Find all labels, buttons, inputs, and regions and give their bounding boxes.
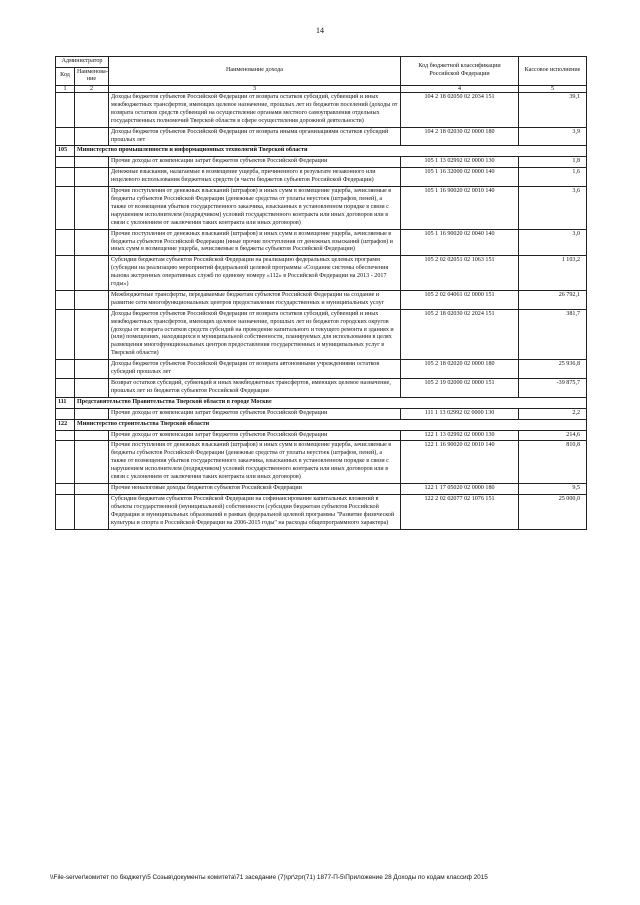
cash-cell: 3,9 [519, 127, 587, 146]
table-row [56, 309, 587, 359]
table-row [56, 187, 587, 230]
admin-name-cell [75, 187, 109, 230]
kbk-cell: 105 2 19 02000 02 0000 151 [401, 379, 519, 398]
kbk-cell: 105 2 02 02051 02 1063 151 [401, 256, 519, 291]
admin-name-cell [75, 441, 109, 484]
income-name-cell: Прочие поступления от денежных взысканий (штрафов) и иных сумм в возмещение ущерба, зачисляемые в бюджеты субъектов Российской Федерации (иные прочие поступления от денежных взысканий (штрафов) и иных сумм в возмещение ущерба, зачисляемые в бюджеты субъектов Российской Федерации) [109, 229, 401, 256]
table-row [56, 157, 587, 168]
col-number: 1 [56, 85, 75, 93]
kbk-cell: 122 1 17 05020 02 0000 180 [401, 483, 519, 494]
income-name-cell: Субсидии бюджетам субъектов Российской Федерации на реализацию федеральных целевых программ (субсидии на реализацию мероприятий федеральной целевой программы «Создание системы обеспечения вызова экстренных оперативных служб по единому номеру «112» в Российской Федерации на 2013 - 2017 годы») [109, 256, 401, 291]
admin-name-cell [75, 168, 109, 187]
admin-name-cell [75, 290, 109, 309]
kbk-cell: 105 2 02 04061 02 0000 151 [401, 290, 519, 309]
section-title: Министерство строительства Тверской области [75, 419, 587, 430]
admin-name-cell [75, 379, 109, 398]
income-name-cell: Доходы бюджетов субъектов Российской Федерации от возврата иными организациями остатков субсидий прошлых лет [109, 127, 401, 146]
income-name-cell: Денежные взыскания, налагаемые в возмещение ущерба, причиненного в результате незаконного или нецелевого использования бюджетных средств (в части бюджетов субъектов Российской Федерации) [109, 168, 401, 187]
cash-header: Кассовое исполнение [519, 57, 587, 86]
table-row [56, 360, 587, 379]
income-table [55, 56, 587, 530]
income-name-cell: Прочие доходы от компенсации затрат бюджетов субъектов Российской Федерации [109, 157, 401, 168]
admin-name-cell [75, 93, 109, 128]
code-cell [56, 157, 75, 168]
section-code: 111 [56, 397, 75, 408]
code-cell [56, 483, 75, 494]
code-cell [56, 168, 75, 187]
cash-cell: 1,8 [519, 157, 587, 168]
cash-cell: -39 875,7 [519, 379, 587, 398]
cash-cell: 381,7 [519, 309, 587, 359]
cash-cell: 3,0 [519, 229, 587, 256]
section-code: 122 [56, 419, 75, 430]
income-name-cell: Доходы бюджетов субъектов Российской Федерации от возврата автономными учреждениями остатков субсидий прошлых лет [109, 360, 401, 379]
admin-name-cell [75, 430, 109, 441]
cash-cell: 2,2 [519, 408, 587, 419]
cash-cell: 25 936,8 [519, 360, 587, 379]
cash-cell: 39,1 [519, 93, 587, 128]
col-number: 5 [519, 85, 587, 93]
section-title: Министерство промышленности и информационных технологий Тверской области [75, 146, 587, 157]
table-body [56, 93, 587, 530]
code-cell [56, 408, 75, 419]
income-name-cell: Прочие доходы от компенсации затрат бюджетов субъектов Российской Федерации [109, 408, 401, 419]
code-cell [56, 290, 75, 309]
code-cell [56, 229, 75, 256]
admin-name-cell [75, 256, 109, 291]
section-row [56, 419, 587, 430]
kbk-cell: 122 1 13 02992 02 0000 130 [401, 430, 519, 441]
kbk-cell: 105 2 18 02020 02 0000 180 [401, 360, 519, 379]
admin-name-cell [75, 494, 109, 529]
admin-name-cell [75, 309, 109, 359]
code-header: Код [56, 67, 75, 85]
col-number: 4 [401, 85, 519, 93]
kbk-cell: 104 2 18 02050 02 2034 151 [401, 93, 519, 128]
income-name-cell: Прочие поступления от денежных взысканий (штрафов) и иных сумм в возмещение ущерба, зачисляемые в бюджеты субъектов Российской Федерации (денежные средства от уплаты неустоек (штрафов, пеней), а также от возмещения убытков государственного заказчика, взысканных в установленном порядке в связи с нарушением исполнителем (подрядчиком) условий государственного контракта или иных договоров или в связи с уклонением от заключения таких контракта или иных договоров) [109, 187, 401, 230]
table-row [56, 441, 587, 484]
table-row [56, 93, 587, 128]
table-row [56, 127, 587, 146]
kbk-header: Код бюджетной классификации Российской Федерации [401, 57, 519, 86]
cash-cell: 25 000,0 [519, 494, 587, 529]
col-number: 3 [109, 85, 401, 93]
code-cell [56, 430, 75, 441]
cash-cell: 26 792,1 [519, 290, 587, 309]
admin-name-header: Наименова-ние [75, 67, 109, 85]
income-name-cell: Доходы бюджетов субъектов Российской Федерации от возврата остатков субсидий, субвенций и иных межбюджетных трансфертов, имеющих целевое назначение, прошлых лет из бюджетов городских округов (доходы от возврата остатков средств субсидий на проведение капитального и текущего ремонта в зданиях и (или) помещениях, находящихся в муниципальной собственности, планируемых для использования в целях размещения многофункциональных центров предоставления государственных и муниципальных услуг в Тверской области) [109, 309, 401, 359]
code-cell [56, 127, 75, 146]
cash-cell: 1,6 [519, 168, 587, 187]
cash-cell: 810,8 [519, 441, 587, 484]
cash-cell: 3,6 [519, 187, 587, 230]
table-row [56, 483, 587, 494]
income-name-cell: Межбюджетные трансферты, передаваемые бюджетам субъектов Российской Федерации на создание и развитие сети многофункциональных центров предоставления государственных и муниципальных услуг [109, 290, 401, 309]
code-cell [56, 93, 75, 128]
section-row [56, 146, 587, 157]
kbk-cell: 105 1 13 02992 02 0000 130 [401, 157, 519, 168]
kbk-cell: 105 1 16 90020 02 0040 140 [401, 229, 519, 256]
admin-name-cell [75, 229, 109, 256]
kbk-cell: 105 1 16 32000 02 0000 140 [401, 168, 519, 187]
table-row [56, 430, 587, 441]
code-cell [56, 187, 75, 230]
income-name-header: Наименование дохода [109, 57, 401, 86]
table-row [56, 168, 587, 187]
code-cell [56, 494, 75, 529]
admin-name-cell [75, 157, 109, 168]
file-path-footer: \\File-server\комитет по бюджету\5 Созыв\документы комитета\71 заседание (7)\pr\zpr(71) 1877-П-5\Приложение 28 Доходы по кодам классиф 2015 [50, 874, 488, 881]
cash-cell: 214,6 [519, 430, 587, 441]
col-number: 2 [75, 85, 109, 93]
code-cell [56, 256, 75, 291]
section-code: 105 [56, 146, 75, 157]
kbk-cell: 111 1 13 02992 02 0000 130 [401, 408, 519, 419]
admin-name-cell [75, 127, 109, 146]
table-row [56, 290, 587, 309]
section-row [56, 397, 587, 408]
income-name-cell: Возврат остатков субсидий, субвенций и иных межбюджетных трансфертов, имеющих целевое назначение, прошлых лет из бюджетов субъектов Российской Федерации [109, 379, 401, 398]
cash-cell: 9,5 [519, 483, 587, 494]
table-row [56, 494, 587, 529]
admin-name-cell [75, 408, 109, 419]
admin-header: Администратор [56, 57, 109, 68]
table-row [56, 408, 587, 419]
income-name-cell: Прочие неналоговые доходы бюджетов субъектов Российской Федерации [109, 483, 401, 494]
code-cell [56, 441, 75, 484]
table-row [56, 256, 587, 291]
admin-name-cell [75, 483, 109, 494]
admin-name-cell [75, 360, 109, 379]
cash-cell: 1 103,2 [519, 256, 587, 291]
code-cell [56, 360, 75, 379]
code-cell [56, 309, 75, 359]
kbk-cell: 122 2 02 02077 02 1076 151 [401, 494, 519, 529]
income-name-cell: Прочие доходы от компенсации затрат бюджетов субъектов Российской Федерации [109, 430, 401, 441]
income-name-cell: Субсидии бюджетам субъектов Российской Федерации на софинансирование капитальных вложений в объекты государственной (муниципальной) собственности (субсидии бюджетам субъектов Российской Федерации и муниципальных образований в рамках федеральной целевой программы "Развитие физической культуры и спорта в Российской Федерации на 2006-2015 годы" на расходы общепрограммного характера) [109, 494, 401, 529]
kbk-cell: 105 2 18 02030 02 2024 151 [401, 309, 519, 359]
table-row [56, 379, 587, 398]
kbk-cell: 122 1 16 90020 02 0010 140 [401, 441, 519, 484]
income-name-cell: Прочие поступления от денежных взысканий (штрафов) и иных сумм в возмещение ущерба, зачисляемые в бюджеты субъектов Российской Федерации (денежные средства от уплаты неустоек (штрафов, пеней), а также от возмещения убытков государственного заказчика, взысканных в установленном порядке в связи с нарушением исполнителем (подрядчиком) условий государственного контракта или иных договоров или в связи с уклонением от заключения таких контракта или иных договоров) [109, 441, 401, 484]
section-title: Представительство Правительства Тверской области в городе Москве [75, 397, 587, 408]
kbk-cell: 105 1 16 90020 02 0010 140 [401, 187, 519, 230]
page-number: 14 [316, 26, 324, 35]
table-row [56, 229, 587, 256]
kbk-cell: 104 2 18 02030 02 0000 180 [401, 127, 519, 146]
income-name-cell: Доходы бюджетов субъектов Российской Федерации от возврата остатков субсидий, субвенций и иных межбюджетных трансфертов, имеющих целевое назначение, прошлых лет из бюджетов поселений (доходы от возврата остатков средств субвенций на осуществление органами местного самоуправления отдельных государственных полномочий Тверской области в сфере осуществления дорожной деятельности) [109, 93, 401, 128]
code-cell [56, 379, 75, 398]
